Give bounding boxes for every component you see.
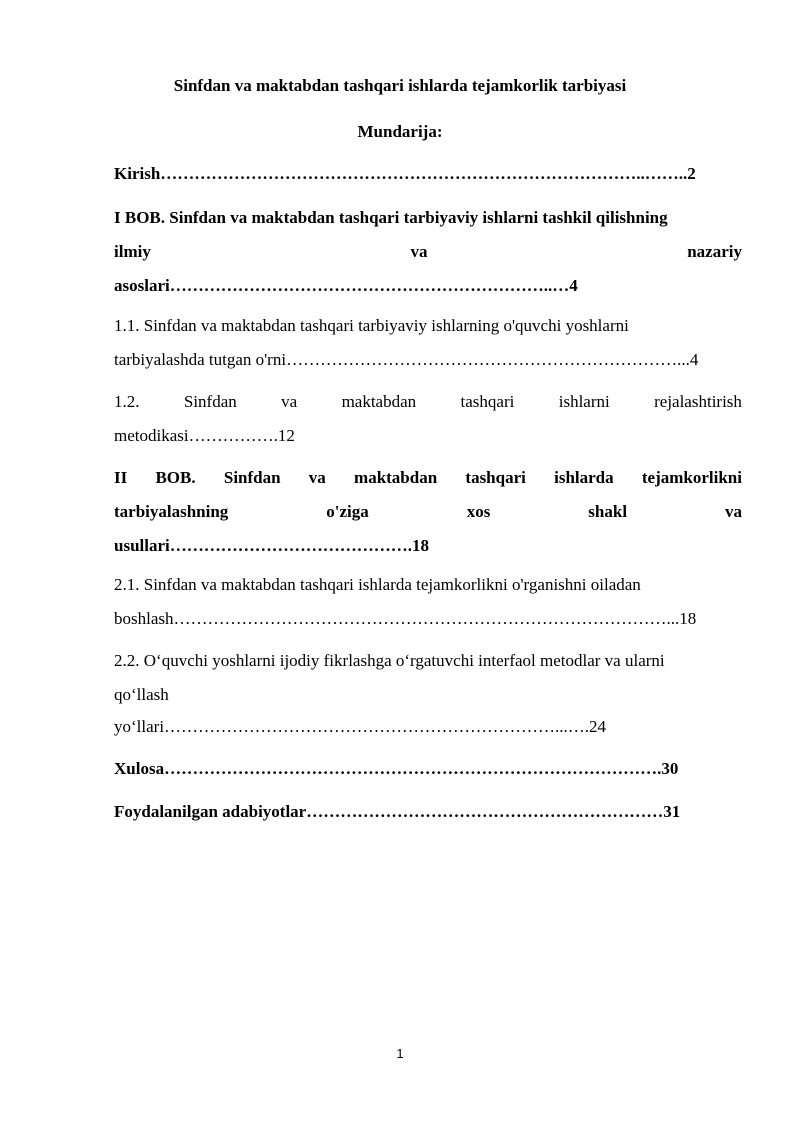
toc-entry-2-1[interactable] bbox=[114, 568, 742, 636]
toc-entry-line: boshlash……………………………………………………………………………...18 bbox=[114, 609, 697, 628]
toc-entry-line bbox=[114, 385, 742, 419]
toc-word: ilmiy bbox=[114, 242, 151, 261]
toc-entry-kirish[interactable] bbox=[114, 157, 742, 191]
toc-word: ishlarda bbox=[554, 468, 614, 487]
toc-entry-line: Foydalanilgan adabiyotlar………………………………………………………31 bbox=[114, 802, 681, 821]
toc-word: maktabdan bbox=[354, 468, 438, 487]
toc-word: xos bbox=[466, 502, 491, 521]
toc-entry-line: Xulosa…………………………………………………………………………….30 bbox=[114, 759, 679, 778]
toc-word: va bbox=[410, 242, 428, 261]
toc-word: va bbox=[281, 392, 298, 411]
toc-entry-line: tarbiyalashda tutgan o'rni……………………………………………………………...4 bbox=[114, 350, 699, 369]
toc-entry-adabiyotlar[interactable] bbox=[114, 795, 742, 829]
toc-word: o'ziga bbox=[326, 502, 369, 521]
toc-entry-line: metodikasi…………….12 bbox=[114, 426, 295, 445]
toc-entry-line bbox=[114, 235, 742, 269]
toc-entry-line bbox=[114, 201, 742, 235]
toc-entry-line: qo‘llash bbox=[114, 685, 169, 704]
toc-word: tashqari bbox=[460, 392, 515, 411]
toc-word: II bbox=[114, 468, 128, 487]
toc-line-text: I BOB. Sinfdan va maktabdan tashqari tarbiyaviy ishlarni tashkil qilishning bbox=[114, 208, 668, 227]
toc-line-text: 1.1. Sinfdan va maktabdan tashqari tarbiyaviy ishlarning o'quvchi yoshlarni bbox=[114, 316, 629, 335]
toc-word: nazariy bbox=[687, 242, 742, 261]
toc-word: Sinfdan bbox=[223, 468, 281, 487]
toc-word: BOB. bbox=[155, 468, 196, 487]
toc-entry-line bbox=[114, 644, 742, 678]
toc-entry-1-1[interactable] bbox=[114, 309, 742, 377]
document-title: Sinfdan va maktabdan tashqari ishlarda tejamkorlik tarbiyasi bbox=[173, 76, 627, 95]
toc-entry-bob2[interactable] bbox=[114, 461, 742, 563]
toc-entry-bob1[interactable] bbox=[114, 201, 742, 303]
toc-entry-line bbox=[114, 495, 742, 529]
toc-word: tashqari bbox=[465, 468, 526, 487]
toc-word: ishlarni bbox=[558, 392, 610, 411]
toc-word: tejamkorlikni bbox=[641, 468, 742, 487]
toc-entry-2-2[interactable] bbox=[114, 644, 742, 744]
toc-entry-line: asoslari…………………………………………………………..…4 bbox=[114, 276, 578, 295]
toc-entry-line: Kirish…………………………………………………………………………..……..2 bbox=[114, 164, 696, 183]
toc-entry-line bbox=[114, 568, 742, 602]
page-number: 1 bbox=[396, 1046, 404, 1061]
toc-word: 1.2. bbox=[114, 392, 140, 411]
toc-entry-1-2[interactable] bbox=[114, 385, 742, 453]
toc-entry-xulosa[interactable] bbox=[114, 752, 742, 786]
toc-word: va bbox=[308, 468, 326, 487]
toc-heading: Mundarija: bbox=[357, 122, 443, 141]
toc-word: rejalashtirish bbox=[654, 392, 742, 411]
toc-word: shakl bbox=[588, 502, 628, 521]
toc-entry-line: usullari…………………………………….18 bbox=[114, 536, 429, 555]
toc-entry-line: yo‘llari……………………………………………………………...….24 bbox=[114, 717, 607, 736]
toc-entry-line bbox=[114, 309, 742, 343]
toc-word: maktabdan bbox=[341, 392, 417, 411]
toc-line-text: 2.2. O‘quvchi yoshlarni ijodiy fikrlashga o‘rgatuvchi interfaol metodlar va ularni bbox=[114, 651, 665, 670]
toc-word: va bbox=[725, 502, 742, 521]
toc-line-text: 2.1. Sinfdan va maktabdan tashqari ishlarda tejamkorlikni o'rganishni oiladan bbox=[114, 575, 641, 594]
toc-word: tarbiyalashning bbox=[114, 502, 229, 521]
toc-entry-line bbox=[114, 461, 742, 495]
toc-word: Sinfdan bbox=[183, 392, 237, 411]
